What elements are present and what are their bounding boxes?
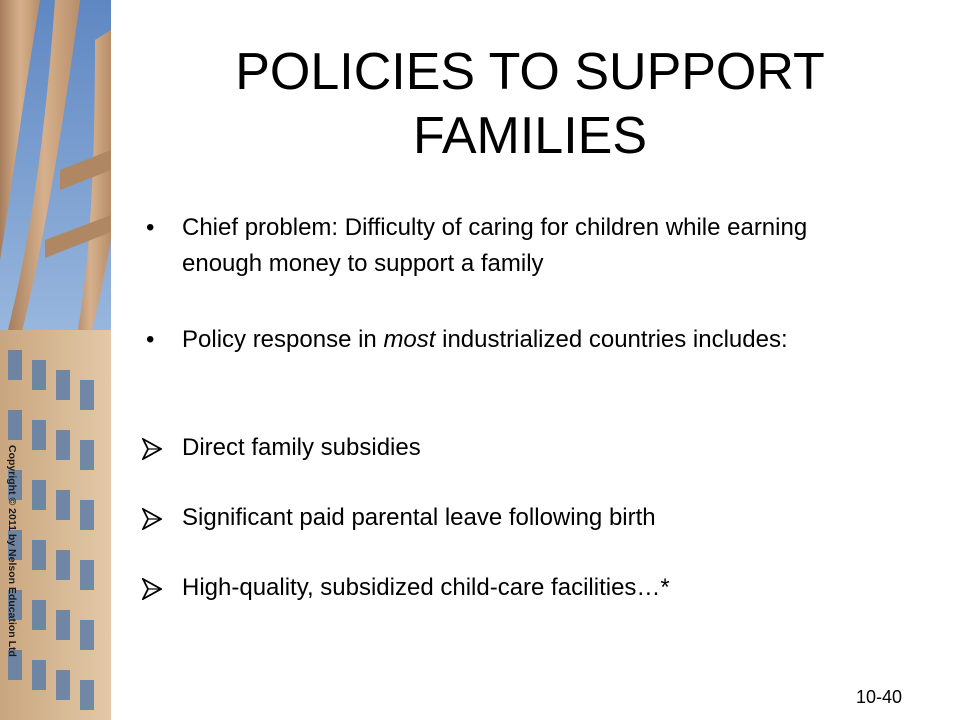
bullet-text: Significant paid parental leave following birth [182,504,656,531]
bullet-item-child-care [140,570,880,606]
bullet-item-chief-problem [140,210,880,282]
slide-number: 10-40 [855,687,902,707]
arrow-bullet-icon [140,430,176,471]
bullet-item-direct-subsidies [140,430,880,466]
bullet-text: Chief problem: Difficulty of caring for children while earning enough money to support a family [182,214,808,277]
arrow-bullet-icon [140,500,176,541]
bullet-text-emphasis: most [383,326,436,353]
bullet-text-after: industrialized countries includes: [435,326,788,353]
arrow-bullet-icon-shape [142,508,162,530]
copyright-text: Copyright © 2011 by Nelson Education Ltd [6,445,18,657]
bullet-item-parental-leave [140,500,880,536]
arrow-bullet-icon-shape [142,578,162,600]
bullet-text: Direct family subsidies [182,434,421,461]
bullet-text-before: Policy response in [182,326,384,353]
bullet-text: High-quality, subsidized child-care facilities…* [182,574,670,601]
bullet-text [182,322,880,358]
arrow-bullet-icon [140,570,176,611]
bullet-item-policy-response [140,322,880,358]
bullet-dot-icon: • [146,214,155,241]
bullet-dot-icon: • [146,326,155,353]
copyright-notice [4,445,20,695]
slide-title: POLICIES TO SUPPORT FAMILIES [235,43,825,165]
arrow-bullet-icon-shape [142,438,162,460]
